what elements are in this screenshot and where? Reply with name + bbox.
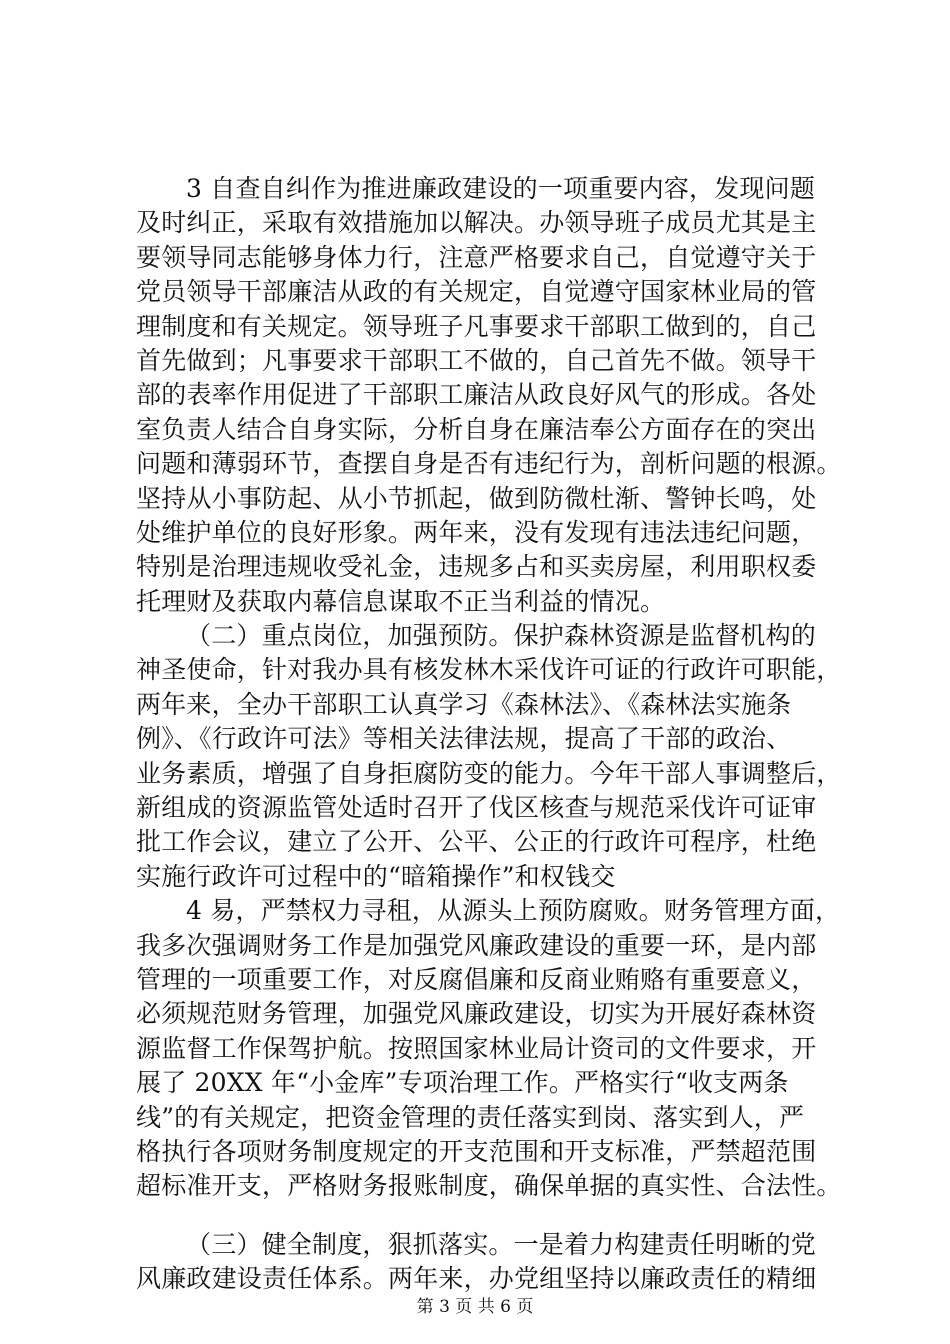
text-line: 两年来，全办干部职工认真学习《森林法》、《森林法实施条	[136, 689, 792, 719]
text-line: 例》、《行政许可法》等相关法律法规，提高了干部的政治、	[136, 724, 792, 754]
text-line: 3 自查自纠作为推进廉政建设的一项重要内容，发现问题	[186, 174, 816, 203]
text-line: 特别是治理违规收受礼金，违规多占和买卖房屋，利用职权委	[136, 552, 817, 582]
paragraph-key-posts	[136, 619, 842, 894]
document-body	[136, 172, 842, 1297]
text-line: 线”的有关规定，把资金管理的责任落实到岗、落实到人，严	[136, 1102, 805, 1132]
paragraph-systems	[136, 1228, 836, 1297]
text-line: 党员领导干部廉洁从政的有关规定，自觉遵守国家林业局的管	[136, 277, 817, 307]
text-line: 坚持从小事防起、从小节抓起，做到防微杜渐、警钟长鸣，处	[136, 483, 817, 513]
text-line: 批工作会议，建立了公开、公平、公正的行政许可程序，杜绝	[136, 827, 817, 857]
text-line: 及时纠正，采取有效措施加以解决。办领导班子成员尤其是主	[136, 208, 817, 238]
page-number-label: 第 3 页 共 6 页	[416, 1297, 534, 1317]
text-line: 必须规范财务管理，加强党风廉政建设，切实为开展好森林资	[136, 999, 817, 1029]
text-line: 风廉政建设责任体系。两年来，办党组坚持以廉政责任的精细	[136, 1264, 817, 1294]
paragraph-self-inspection	[136, 172, 842, 619]
text-line: 展了 20XX 年“小金库”专项治理工作。严格实行“收支两条	[136, 1068, 789, 1098]
text-line: 实施行政许可过程中的“暗箱操作”和权钱交	[136, 861, 616, 891]
text-line: 理制度和有关规定。领导班子凡事要求干部职工做到的，自己	[136, 311, 817, 341]
paragraph-finance	[136, 894, 842, 1204]
text-line: 源监督工作保驾护航。按照国家林业局计资司的文件要求，开	[136, 1033, 817, 1063]
text-line: （三）健全制度，狠抓落实。一是着力构建责任明晰的党	[186, 1229, 817, 1259]
text-line: 托理财及获取内幕信息谋取不正当利益的情况。	[136, 586, 666, 616]
text-line: 管理的一项重要工作，对反腐倡廉和反商业贿赂有重要意义，	[136, 964, 817, 994]
text-line: 要领导同志能够身体力行，注意严格要求自己，自觉遵守关于	[136, 242, 817, 272]
text-line: 首先做到；凡事要求干部职工不做的，自己首先不做。领导干	[136, 345, 817, 375]
text-line: 4 易，严禁权力寻租，从源头上预防腐败。财务管理方面，	[186, 896, 841, 926]
text-line: 格执行各项财务制度规定的开支范围和开支标准，严禁超范围	[136, 1136, 817, 1166]
text-line: 部的表率作用促进了干部职工廉洁从政良好风气的形成。各处	[136, 380, 817, 410]
text-line: 我多次强调财务工作是加强党风廉政建设的重要一环，是内部	[136, 930, 817, 960]
text-line: （二）重点岗位，加强预防。保护森林资源是监督机构的	[186, 621, 817, 651]
text-line: 新组成的资源监管处适时召开了伐区核查与规范采伐许可证审	[136, 793, 817, 823]
text-line: 室负责人结合自身实际，分析自身在廉洁奉公方面存在的突出	[136, 414, 817, 444]
text-line: 超标准开支，严格财务报账制度，确保单据的真实性、合法性。	[136, 1171, 842, 1201]
page-footer	[0, 1296, 950, 1318]
text-line: 处维护单位的良好形象。两年来，没有发现有违法违纪问题，	[136, 517, 817, 547]
paragraph-gap	[136, 1204, 836, 1228]
text-line: 神圣使命，针对我办具有核发林木采伐许可证的行政许可职能，	[136, 655, 842, 685]
text-line: 问题和薄弱环节，查摆自身是否有违纪行为，剖析问题的根源。	[136, 449, 842, 479]
text-line: 业务素质，增强了自身拒腐防变的能力。今年干部人事调整后，	[136, 758, 842, 788]
